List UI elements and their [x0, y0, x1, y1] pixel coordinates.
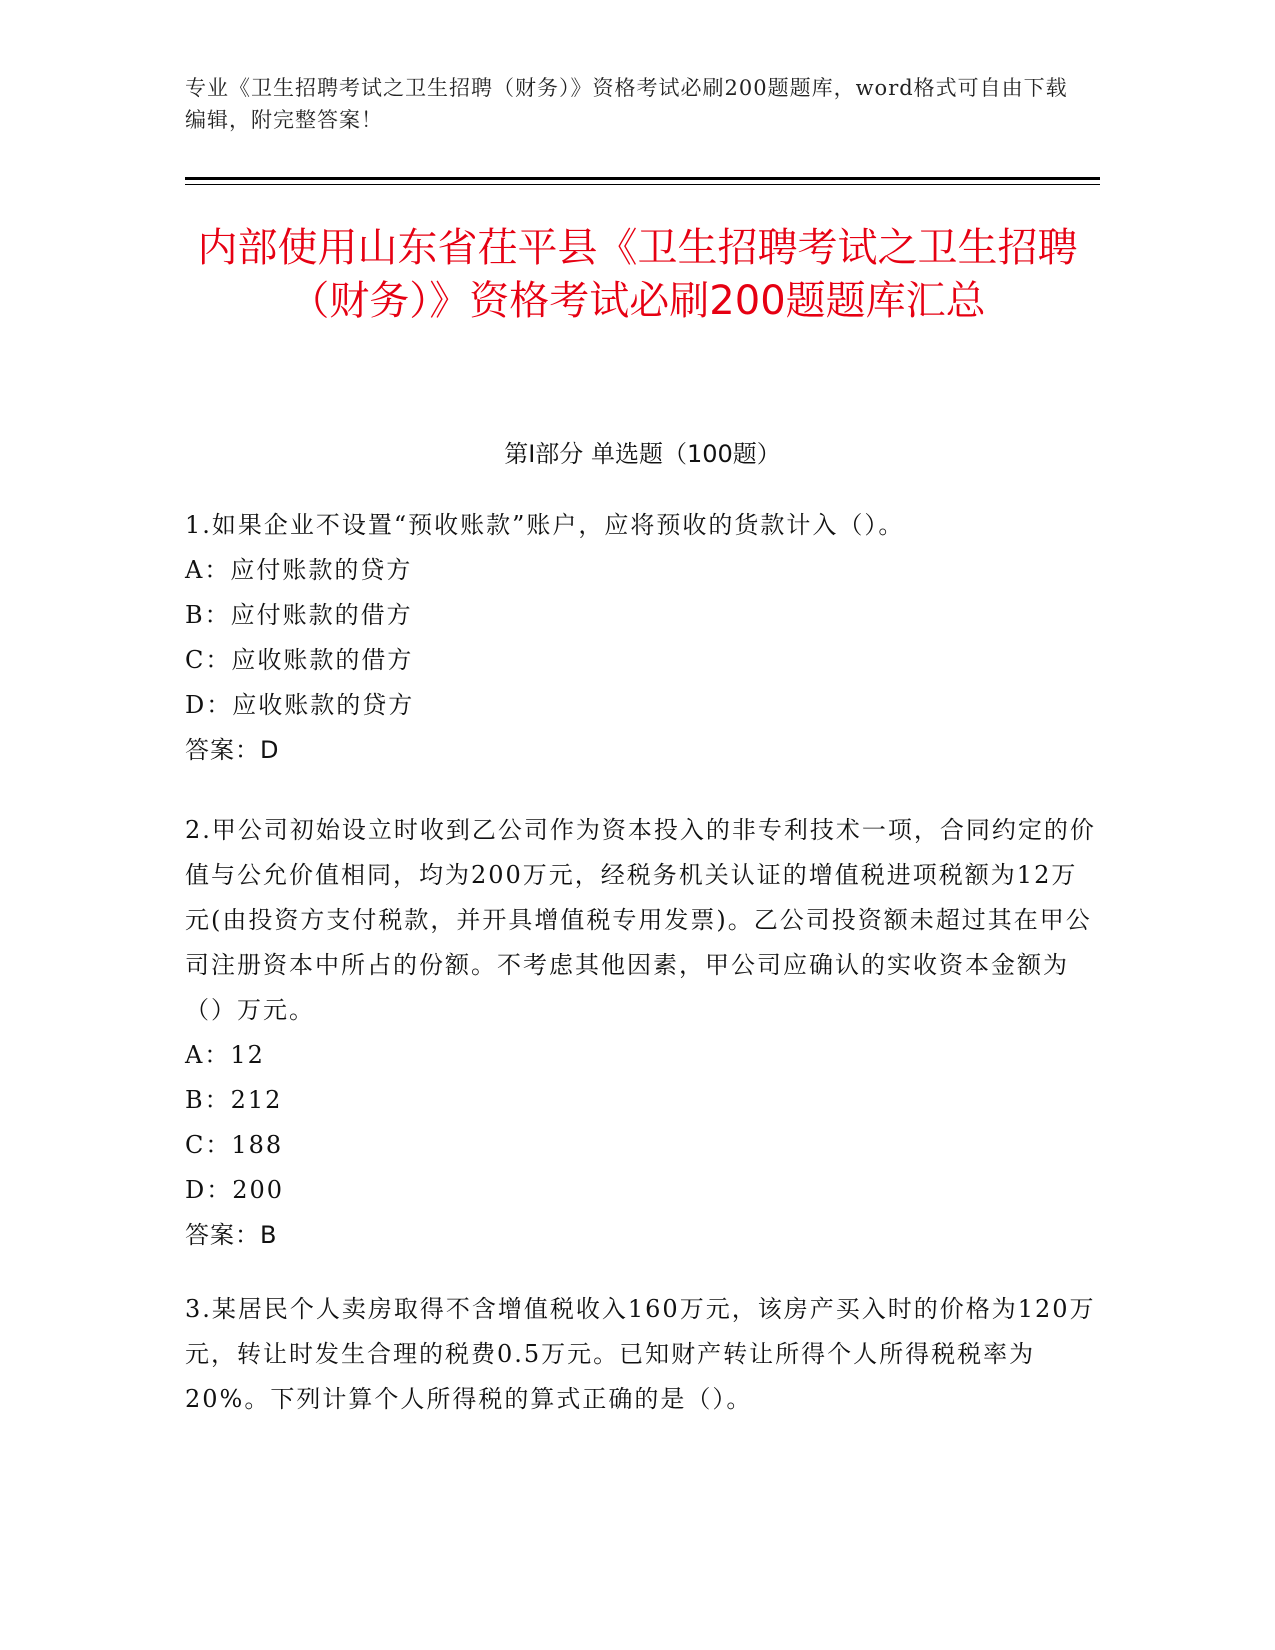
- option-c: C：应收账款的借方: [185, 646, 414, 674]
- option-c: C：188: [185, 1131, 284, 1159]
- header-divider: [185, 177, 1100, 180]
- option-b: B：212: [185, 1086, 283, 1114]
- question-2: [185, 808, 1100, 1258]
- answer: 答案：B: [185, 1221, 278, 1249]
- answer: 答案：D: [185, 736, 280, 764]
- header-divider-thin: [185, 184, 1100, 185]
- option-d: D：应收账款的贷方: [185, 691, 415, 719]
- document-title: 内部使用山东省茌平县《卫生招聘考试之卫生招聘（财务）》资格考试必刷200题题库汇总: [197, 225, 1078, 324]
- option-a: A：12: [185, 1041, 265, 1069]
- question-text: 2.甲公司初始设立时收到乙公司作为资本投入的非专利技术一项，合同约定的价值与公允价值相同，均为200万元，经税务机关认证的增值税进项税额为12万元(由投资方支付税款，并开具增值税专用发票)。乙公司投资额未超过其在甲公司注册资本中所占的份额。不考虑其他因素，甲公司应确认的实收资本金额为（）万元。: [185, 816, 1096, 1024]
- option-a: A：应付账款的贷方: [185, 556, 413, 584]
- section-title: 第Ⅰ部分 单选题（100题）: [504, 440, 781, 468]
- header-note: 专业《卫生招聘考试之卫生招聘（财务）》资格考试必刷200题题库，word格式可自由下载编辑，附完整答案！: [185, 76, 1068, 132]
- question-text: 1.如果企业不设置“预收账款”账户，应将预收的货款计入（）。: [185, 511, 905, 539]
- question-1: [185, 503, 1100, 773]
- question-text: 3.某居民个人卖房取得不含增值税收入160万元，该房产买入时的价格为120万元，转让时发生合理的税费0.5万元。已知财产转让所得个人所得税税率为20%。下列计算个人所得税的算式正确的是（）。: [185, 1295, 1096, 1413]
- question-3: [185, 1287, 1100, 1422]
- option-b: B：应付账款的借方: [185, 601, 413, 629]
- option-d: D：200: [185, 1176, 285, 1204]
